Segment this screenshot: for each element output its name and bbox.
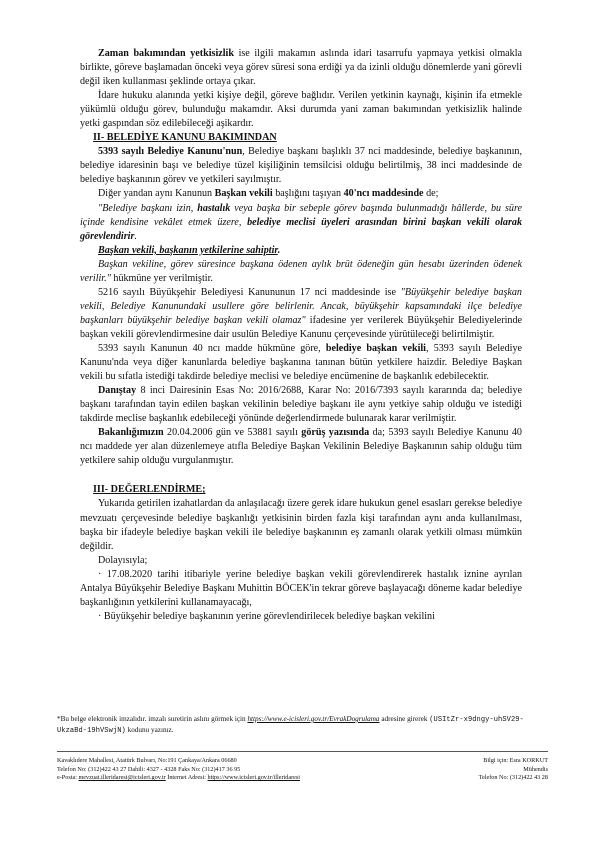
footer-right-column [479, 757, 548, 783]
document-body [80, 47, 522, 624]
ministry-reference: Bakanlığımızın [98, 427, 164, 439]
paragraph-5216-part2: ifadesine yer verilerek Büyükşehir Belediyelerinde başkan vekili görevlendirmesine dair usulün Belediye Kanunu çerçevesinde yürütüleceği belirtilmiştir. [80, 314, 522, 340]
paragraph-diger-yandan-part2: başlığını taşıyan [272, 188, 344, 200]
bullet-item-2: · Büyükşehir belediye başkanının yerine görevlendirilecek belediye başkan vekilini [98, 610, 435, 622]
electronic-signature-note [57, 714, 548, 737]
evrak-dogrulama-link[interactable]: https://www.e-icisleri.gov.tr/EvrakDogrulama [247, 715, 380, 723]
quote-odenek-sentence: Başkan vekiline, görev süresince başkana ödenen aylık brüt ödeneğin gün hesabı üzerinden ödenek verilir." [80, 258, 522, 284]
heading-section-iii-text: III- DEĞERLENDİRME; [93, 484, 206, 496]
quote-emphasis-hastalik: hastalık [197, 202, 231, 214]
quote-article-40-underlined [80, 244, 522, 258]
court-reference-danistay: Danıştay [98, 385, 137, 397]
paragraph-40nci-part2: , 5393 sayılı Belediye Kanunu'nda veya diğer kanunlarda belediye başkanına tanınan bütün yetkilere haizdir. Belediye Başkan vekili bu sıfatla istediği takdirde belediye meclisi ve belediye encümenine de başkanlık edebilecektir. [80, 342, 522, 383]
heading-section-ii-text: II- BELEDİYE KANUNU BAKIMINDAN [93, 132, 277, 144]
footer-contact-block [57, 757, 548, 783]
law-reference-5393: 5393 sayılı Belediye Kanunu'nun [98, 146, 243, 158]
paragraph-danistay-rest: 8 inci Dairesinin Esas No: 2016/2688, Karar No: 2016/7393 sayılı kararında da; belediye başkanı tarafından tayin edilen başkan vekilinin belediye başkanı ile aynı yetkiye sahip olduğu ve istediği takdirde meclise başkanlık edebileceği yönünde değerlendirmede bulunarak karar verilmiştir. [80, 385, 522, 425]
quote-emphasis-meclis-uyeleri: belediye meclisi üyeleri arasından birini başkan vekili olarak görevlendirir [80, 216, 522, 242]
term-zaman-bakimindan-yetkisizlik: Zaman bakımından yetkisizlik [98, 48, 234, 59]
paragraph-5393-sayili [80, 145, 522, 187]
footer-contact-phone: Telefon No: (312)422 43 28 [478, 774, 548, 781]
quote-underlined-sentence: Başkan vekili, başkanın yetkilerine sahiptir [98, 244, 278, 256]
quote-article-40-part1: "Belediye başkanı izin, [98, 202, 198, 214]
paragraph-diger-yandan-part1: Diğer yandan aynı Kanunun [98, 188, 215, 200]
quote-hukmune-tail: hükmüne yer verilmiştir. [110, 272, 213, 284]
paragraph-degerlendirme: Yukarıda getirilen izahatlardan da anlaşılacağı üzere gerek idare hukukun genel esasları gerekse belediye mevzuatı çerçevesinde belediye başkanlığı yetkisinin birden fazla kişi tarafından aynı anda kullanılması, başka bir ifadeyle belediye başkan vekili ile belediye başkanının eş zamanlı olarak yetkili olması mümkün değildir. [80, 498, 522, 552]
term-gorus-yazisi: görüş yazısında [301, 427, 370, 439]
footer-internet-label: İnternet Adresi: [165, 774, 208, 781]
quote-underlined-tail: . [277, 244, 281, 256]
quote-article-40-part2: veya başka bir sebeple görev başında bulunmadığı hâllerde, bu süre içinde kendisine vekâlet etmek üzere, [80, 202, 522, 228]
verification-code: (USItZr-x9dngy-uhSV29-UkzaBd-19hVSwjN) [57, 716, 524, 736]
paragraph-bakanlik-gorus [80, 426, 522, 468]
footer-left-column [57, 757, 300, 783]
esignature-note-middle: adresine girerek [379, 715, 430, 723]
quote-article-40-part3: . [134, 230, 137, 242]
paragraph-bakanlik-part2: da; 5393 sayılı Belediye Kanunu 40 ncı maddede yer alan düzenlemeye atıfla Belediye Başkan Vekilinin Belediye Başkanının sahip olduğu tüm yetkilere sahip olduğu vurgulanmıştır. [80, 427, 522, 467]
paragraph-40nci-madde [80, 342, 522, 384]
quote-buyuksehir-article-17: "Büyükşehir belediye başkan vekili, Belediye Kanunundaki usullere göre belirlenir. Ancak, büyükşehir kapsamındaki ilçe belediye başkanları büyükşehir belediye başkan vekili olamaz" [80, 286, 522, 326]
quote-article-40-last [80, 258, 522, 286]
footer-email-line [57, 774, 300, 783]
heading-section-iii [80, 483, 522, 497]
bullet-item-1: · 17.08.2020 tarihi itibariyle yerine belediye başkan vekili görevlendirerek hastalık iznine ayrılan Antalya Büyükşehir Belediye Başkanı Muhittin BÖCEK'in tekrar göreve başlayacağı döneme kadar belediye başkanlığının yetkilerini kullanamayacağı, [80, 568, 522, 608]
term-belediye-baskan-vekili: belediye başkan vekili [325, 342, 426, 354]
paragraph-5216-part1: 5216 sayılı Büyükşehir Belediyesi Kanununun 17 nci maddesinde ise [98, 286, 401, 298]
paragraph-zaman-rest: ise ilgili makamın aslında idari tasarrufu yapmaya yetkisi olmakla birlikte, göreve başlamadan önceki veya görev süresi sona erdiği ya da izinli olduğu dönemlerde yani görevli değil iken kullanması şeklinde ortaya çıkar. [80, 48, 522, 88]
paragraph-diger-yandan-part3: de; [423, 188, 439, 200]
paragraph-40nci-part1: 5393 sayılı Kanunun 40 ncı madde hükmüne göre, [98, 342, 326, 354]
paragraph-5216-sayili [80, 286, 522, 342]
section-spacer [80, 468, 522, 483]
paragraph-danistay-karari [80, 384, 522, 426]
footer-divider [57, 751, 548, 752]
footer-email-label: e-Posta: [57, 774, 79, 781]
footer-phone: Telefon No: (312)422 43 27 Dahili: 4327 - 4328 Faks No: (312)417 36 95 [57, 765, 241, 773]
quote-article-40 [80, 202, 522, 244]
paragraph-dolayisiyla: Dolayısıyla; [98, 554, 148, 566]
footer-internet-value[interactable]: https://www.icisleri.gov.tr/illeridaresi [207, 774, 301, 781]
paragraph-zaman-bakimindan [80, 47, 522, 89]
paragraph-diger-yandan [80, 187, 522, 201]
paragraph-bakanlik-part1: 20.04.2006 gün ve 53881 sayılı [163, 427, 302, 439]
footer-address: Kavaklıdere Mahallesi, Atatürk Bulvarı, No:191 Çankaya/Ankara 06680 [57, 757, 237, 764]
footer-email-value[interactable]: mevzuat.illeridaresi@icisleri.gov.tr [78, 774, 166, 781]
article-reference-40: 40'ncı maddesinde [343, 188, 424, 200]
paragraph-idare-hukuku: İdare hukuku alanında yetki kişiye değil, göreve bağlıdır. Verilen yetkinin kaynağı, kişinin ifa etmekle yükümlü olduğu görev, bulunduğu makamdır. Aksi durumda yani zaman bakımından yetkisizlik halinde yetki gaspından söz edilebileceği aşikardır. [80, 90, 522, 130]
esignature-note-prefix: *Bu belge elektronik imzalıdır. imzalı suretirin aslını görmek için [57, 715, 248, 723]
paragraph-5393-rest: , Belediye başkanı başlıklı 37 nci maddesinde, belediye başkanının, belediye idaresinin başı ve belediye tüzel kişiliğinin temsilcisi olduğu belirtilmiş, 38 inci maddesinde de belediye başkanının görev ve yetkileri sayılmıştır. [80, 146, 522, 186]
footer-contact-person: Bilgi için: Esra KORKUT [483, 757, 548, 764]
term-baskan-vekili: Başkan vekili [214, 188, 273, 200]
heading-section-ii [80, 131, 522, 145]
footer-contact-title: Mühendis [523, 765, 548, 773]
esignature-note-suffix: kodunu yazınız. [125, 726, 174, 735]
